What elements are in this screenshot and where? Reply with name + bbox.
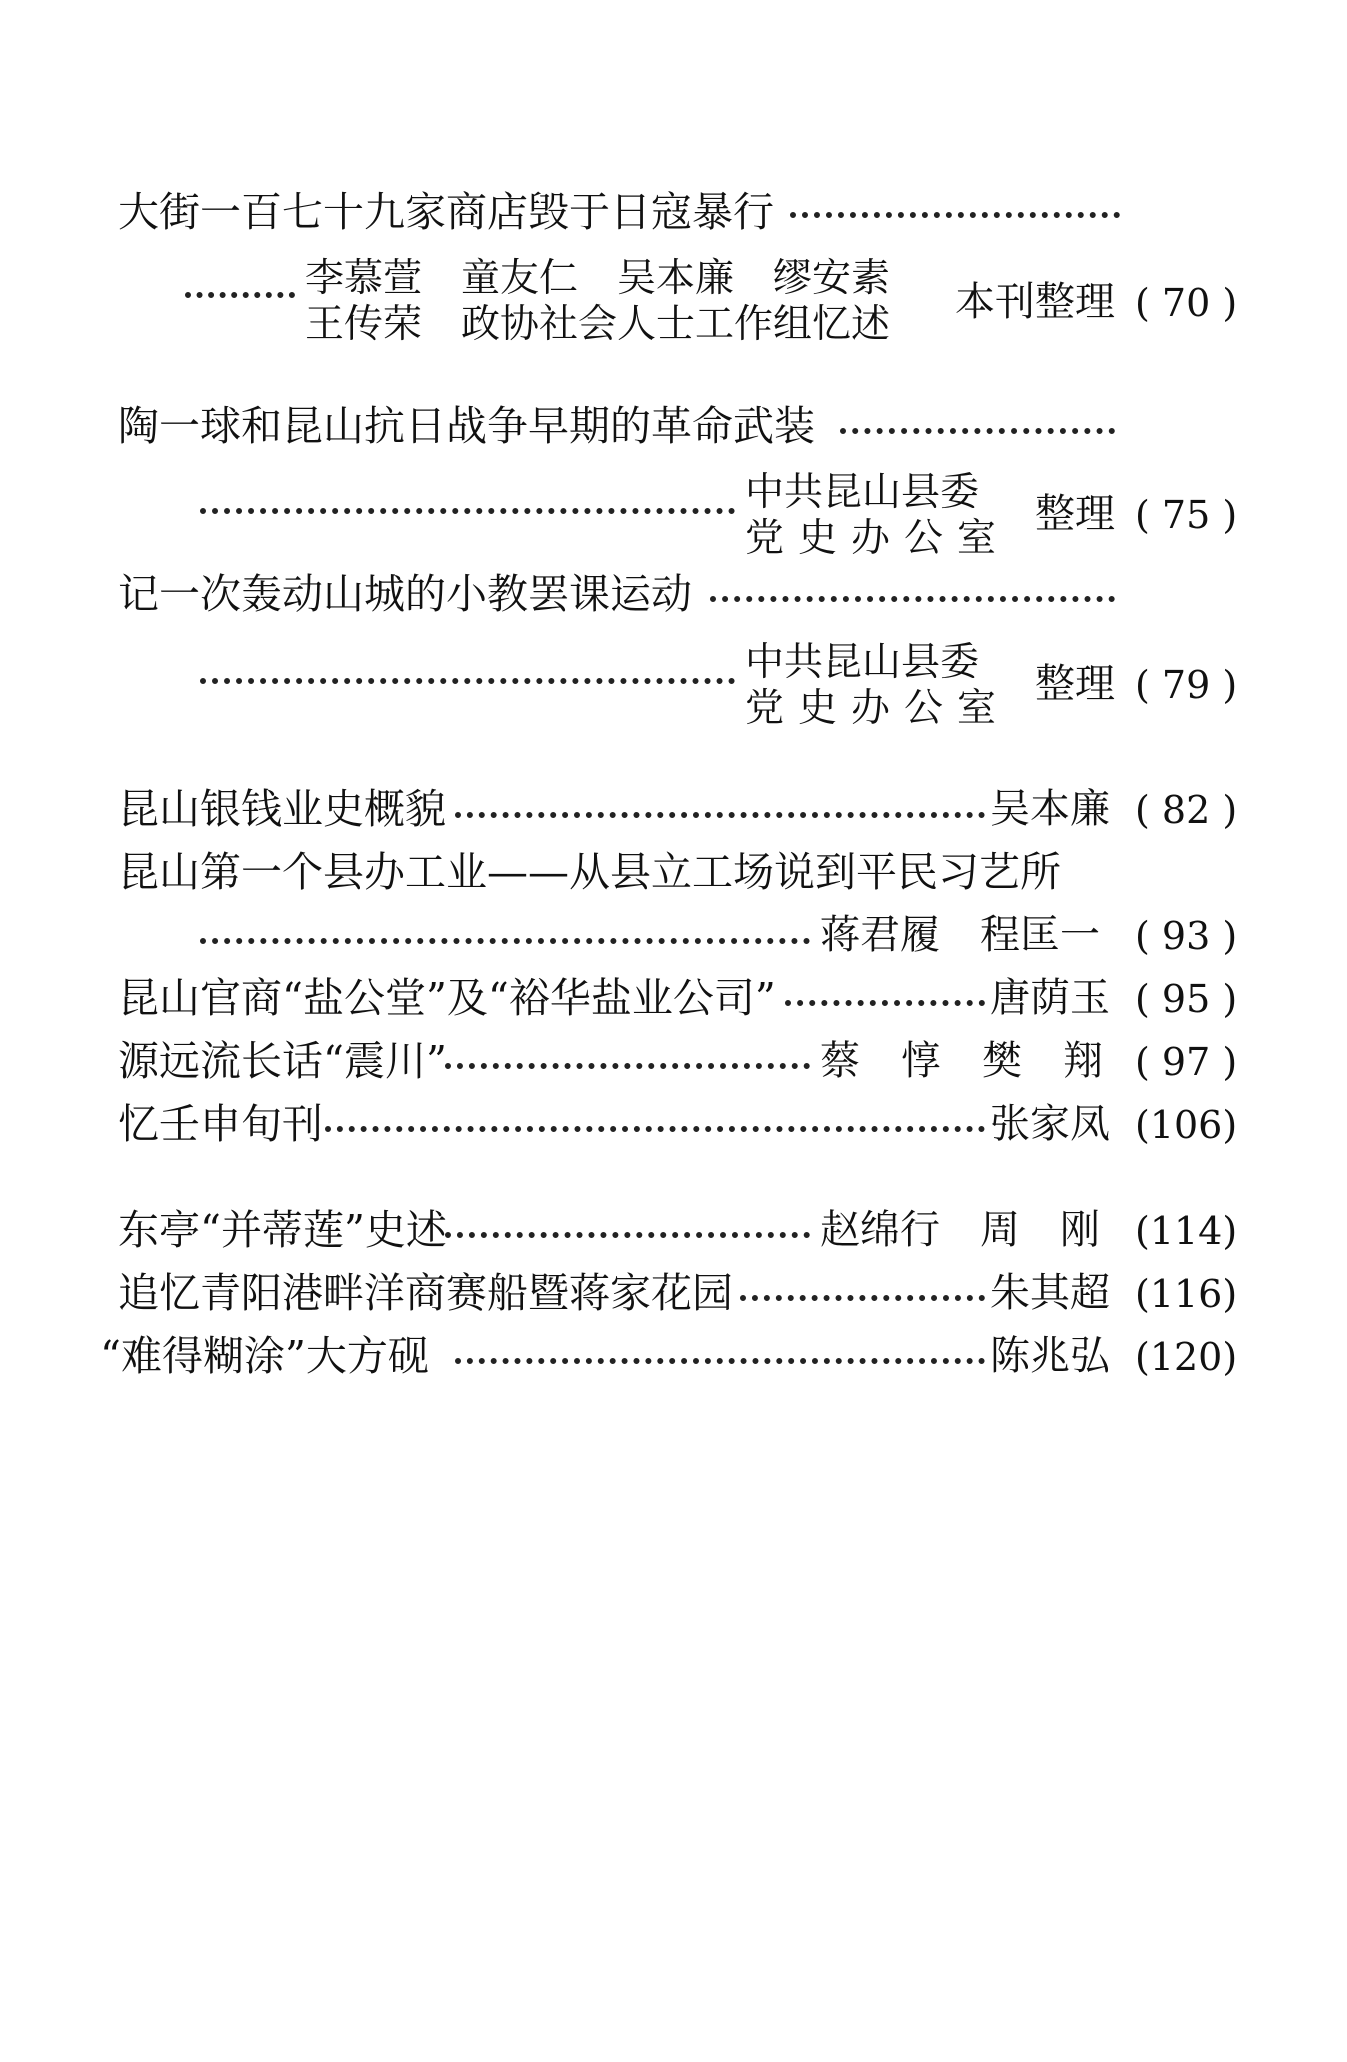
dot-leader bbox=[455, 1358, 985, 1364]
dot-leader bbox=[185, 292, 295, 298]
entry-title: 忆壬申旬刊 bbox=[118, 1100, 323, 1148]
entry-author: 陈兆弘 bbox=[990, 1333, 1110, 1379]
authors-line: 王传荣 政协社会人士工作组忆述 bbox=[305, 302, 891, 347]
entry-title: 大街一百七十九家商店毁于日寇暴行 bbox=[118, 188, 774, 236]
entry-author: 赵绵行 周 刚 bbox=[820, 1207, 1100, 1253]
page-number: (114) bbox=[1135, 1209, 1238, 1253]
org-line: 党史办公室 bbox=[745, 516, 1011, 561]
entry-author: 蒋君履 程匡一 bbox=[820, 912, 1100, 958]
org-line: 党史办公室 bbox=[745, 686, 1011, 731]
dot-leader bbox=[785, 1000, 985, 1006]
entry-title: 追忆青阳港畔洋商赛船暨蒋家花园 bbox=[118, 1269, 733, 1317]
entry-role: 本刊整理 bbox=[955, 279, 1115, 325]
entry-authors bbox=[305, 256, 890, 348]
dot-leader bbox=[740, 1295, 985, 1301]
page-number: ( 97 ) bbox=[1135, 1040, 1238, 1084]
page-number: ( 82 ) bbox=[1135, 788, 1238, 832]
entry-org bbox=[745, 470, 1010, 562]
dot-leader bbox=[325, 1126, 985, 1132]
page-number: (116) bbox=[1135, 1272, 1238, 1316]
entry-author: 唐荫玉 bbox=[990, 975, 1110, 1021]
entry-author: 蔡 惇 樊 翔 bbox=[820, 1038, 1104, 1084]
dot-leader bbox=[710, 596, 1115, 602]
entry-title: 昆山第一个县办工业——从县立工场说到平民习艺所 bbox=[118, 848, 1061, 896]
entry-role: 整理 bbox=[1035, 661, 1115, 707]
entry-title: 陶一球和昆山抗日战争早期的革命武装 bbox=[118, 402, 815, 450]
dot-leader bbox=[200, 678, 735, 684]
entry-author: 张家凤 bbox=[990, 1101, 1110, 1147]
dot-leader bbox=[445, 1232, 810, 1238]
entry-title: 记一次轰动山城的小教罢课运动 bbox=[118, 570, 692, 618]
entry-role: 整理 bbox=[1035, 491, 1115, 537]
dot-leader bbox=[445, 1063, 810, 1069]
entry-author: 吴本廉 bbox=[990, 786, 1110, 832]
entry-title: 昆山银钱业史概貌 bbox=[118, 785, 446, 833]
org-line: 中共昆山县委 bbox=[745, 470, 980, 515]
page-number: ( 95 ) bbox=[1135, 977, 1238, 1021]
dot-leader bbox=[790, 212, 1120, 218]
page-number: (120) bbox=[1135, 1335, 1238, 1379]
authors-line: 李慕萱 童友仁 吴本廉 缪安素 bbox=[305, 256, 891, 301]
dot-leader bbox=[200, 938, 810, 944]
page-number: ( 75 ) bbox=[1135, 493, 1238, 537]
dot-leader bbox=[200, 508, 735, 514]
entry-title: 源远流长话“震川” bbox=[118, 1037, 447, 1085]
org-line: 中共昆山县委 bbox=[745, 640, 980, 685]
entry-org bbox=[745, 640, 1010, 732]
entry-author: 朱其超 bbox=[990, 1270, 1110, 1316]
entry-title: “难得糊涂”大方砚 bbox=[100, 1332, 429, 1380]
dot-leader bbox=[840, 428, 1115, 434]
dot-leader bbox=[455, 812, 985, 818]
page-number: ( 93 ) bbox=[1135, 914, 1238, 958]
entry-title: 东亭“并蒂莲”史述 bbox=[118, 1206, 447, 1254]
page-number: ( 79 ) bbox=[1135, 663, 1238, 707]
entry-title: 昆山官商“盐公堂”及“裕华盐业公司” bbox=[118, 974, 776, 1022]
page-number: ( 70 ) bbox=[1135, 281, 1238, 325]
page-number: (106) bbox=[1135, 1103, 1238, 1147]
